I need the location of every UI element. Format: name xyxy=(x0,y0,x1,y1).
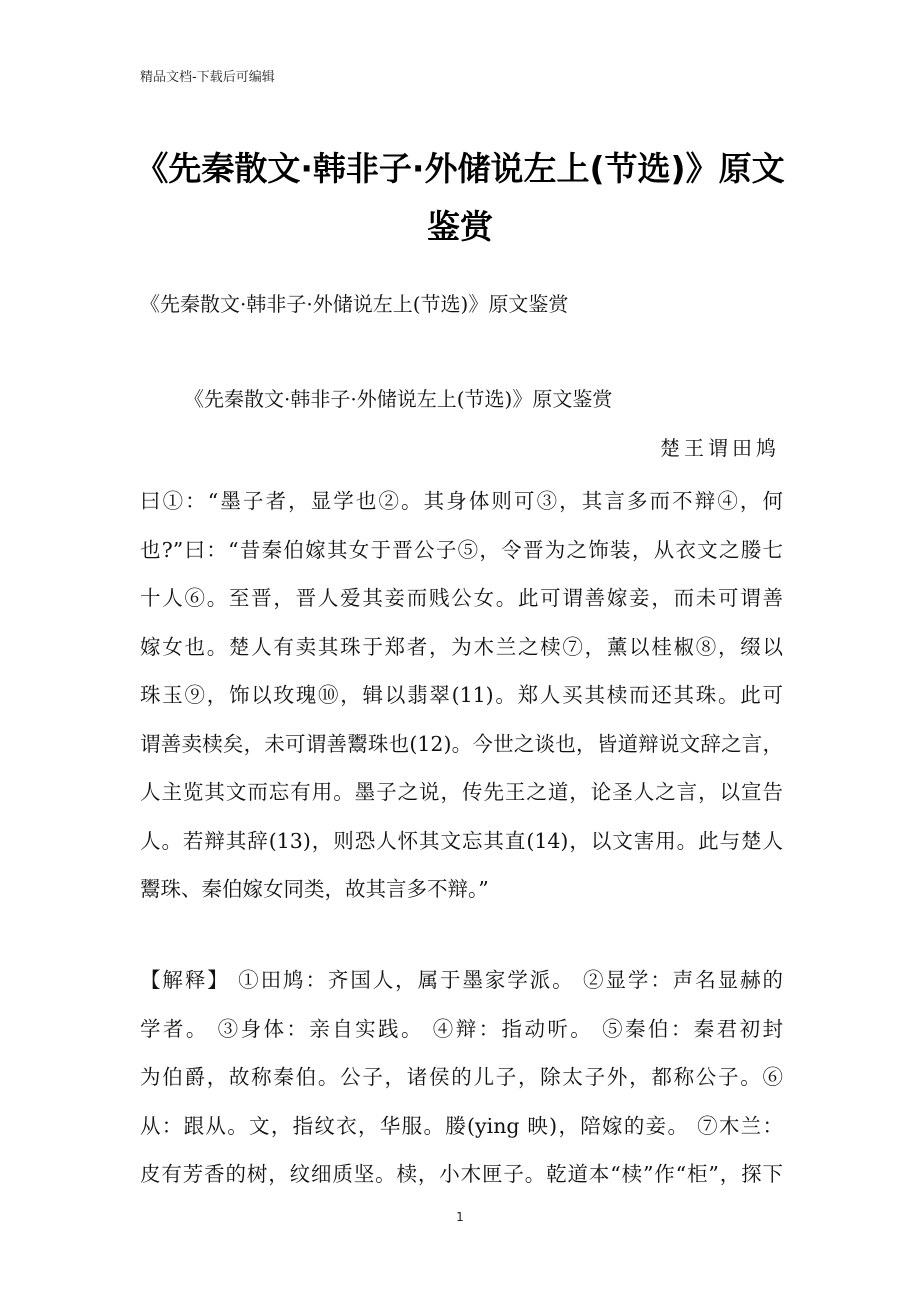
annotation-line: 从：跟从。文，指纹衣，华服。媵(ying 映)，陪嫁的妾。 ⑦木兰： xyxy=(140,1113,783,1138)
text-line: 鬻珠、秦伯嫁女同类，故其言多不辩。” xyxy=(140,877,489,901)
text-line: 也?”曰：“昔秦伯嫁其女于晋公子⑤，令晋为之饰装，从衣文之媵七 xyxy=(140,537,783,562)
document-title xyxy=(120,140,800,256)
text-line: 十人⑥。至晋，晋人爱其妾而贱公女。此可谓善嫁妾，而未可谓善 xyxy=(140,586,783,610)
text-line: 珠玉⑨，饰以玫瑰⑩，辑以翡翠(11)。郑人买其椟而还其珠。此可 xyxy=(140,683,783,707)
page-number: 1 xyxy=(456,1210,464,1224)
document-subtitle: 《先秦散文·韩非子·外储说左上(节选)》原文鉴赏 xyxy=(140,292,569,316)
opening-line: 楚王谓田鸠 xyxy=(660,436,780,460)
title-line-1: 《先秦散文·韩非子·外储说左上(节选)》原文 xyxy=(135,149,785,188)
annotation-line: 【解释】 ①田鸠：齐国人，属于墨家学派。 ②显学：声名显赫的 xyxy=(140,968,783,992)
text-line: 嫁女也。楚人有卖其珠于郑者，为木兰之椟⑦，薰以桂椒⑧，缀以 xyxy=(140,634,783,659)
section-heading: 《先秦散文·韩非子·外储说左上(节选)》原文鉴赏 xyxy=(184,387,613,411)
text-line: 曰①：“墨子者，显学也②。其身体则可③，其言多而不辩④，何 xyxy=(140,489,783,513)
title-line-2: 鉴赏 xyxy=(427,207,493,246)
text-line: 谓善卖椟矣，未可谓善鬻珠也(12)。今世之谈也，皆道辩说文辞之言， xyxy=(140,731,783,756)
annotation-line: 皮有芳香的树，纹细质坚。椟，小木匣子。乾道本“椟”作“柜”，探下 xyxy=(140,1162,783,1186)
annotation-line: 学者。 ③身体：亲自实践。 ④辩：指动听。 ⑤秦伯：秦君初封 xyxy=(140,1016,783,1041)
annotation-line: 为伯爵，故称秦伯。公子，诸侯的儿子，除太子外，都称公子。⑥ xyxy=(140,1065,783,1089)
text-line: 人主览其文而忘有用。墨子之说，传先王之道，论圣人之言，以宣告 xyxy=(140,780,783,804)
main-text xyxy=(140,477,783,914)
text-line: 人。若辩其辞(13)，则恐人怀其文忘其直(14)，以文害用。此与楚人 xyxy=(140,828,783,853)
page-header-note: 精品文档-下载后可编辑 xyxy=(140,70,275,85)
annotations xyxy=(140,956,783,1199)
